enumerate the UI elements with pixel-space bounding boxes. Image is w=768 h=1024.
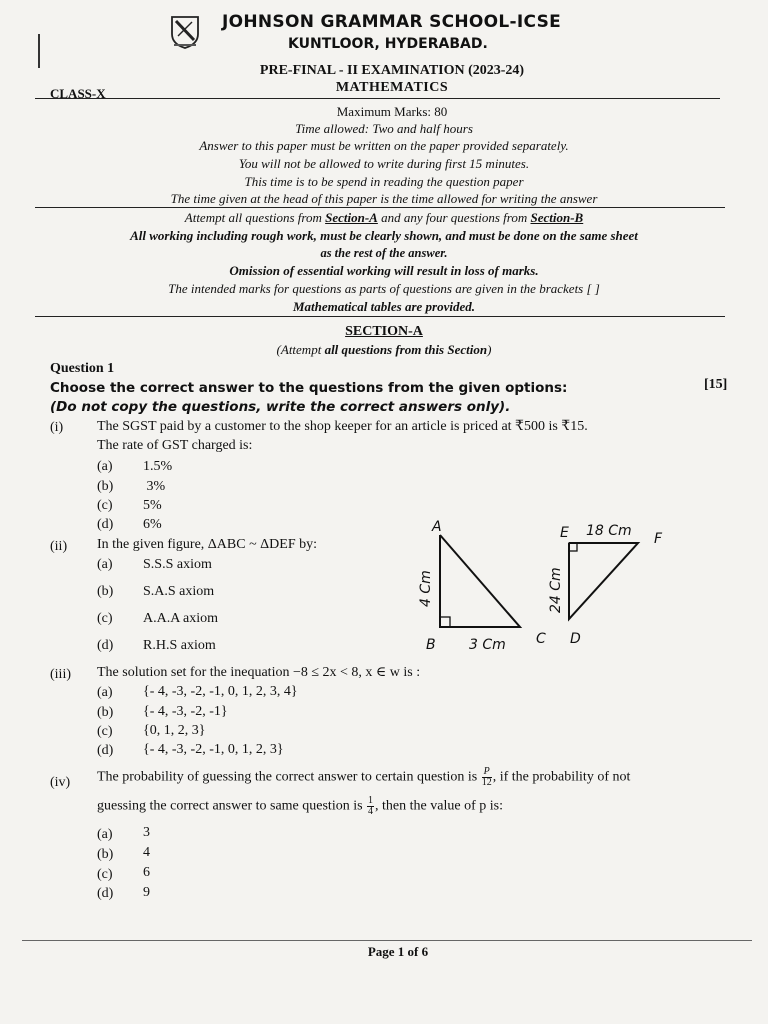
option-text: {0, 1, 2, 3} <box>143 723 206 738</box>
question-number: (iii) <box>50 667 71 682</box>
instruction-line: Answer to this paper must be written on the paper provided separately. <box>199 138 569 153</box>
instruction-line: The time given at the head of this paper is the time allowed for writing the answer <box>170 191 598 206</box>
option-label: (d) <box>97 638 114 653</box>
option-label: (c) <box>97 498 113 513</box>
vertex-c-label: C <box>536 631 546 647</box>
question-text: guessing the correct answer to same question is $\frac{1}{4}$ , then the value of p is: <box>97 795 503 817</box>
side-bc-label: 3 Cm <box>469 637 506 653</box>
side-ed-label: 24 Cm <box>548 567 564 613</box>
marks-note: The intended marks for questions as parts of questions are given in the brackets [ ] <box>168 281 600 296</box>
option-label: (d) <box>97 886 114 901</box>
vertex-b-label: B <box>426 637 436 653</box>
triangle-def <box>569 543 638 619</box>
option-text: 9 <box>143 885 150 900</box>
school-name: JOHNSON GRAMMAR SCHOOL-ICSE <box>222 12 562 32</box>
school-logo <box>168 14 202 50</box>
triangle-figure <box>410 515 680 655</box>
working-instruction: All working including rough work, must be clearly shown, and must be done on the same sheet <box>130 228 638 243</box>
option-label: (b) <box>97 584 114 599</box>
question-text: The probability of guessing the correct answer to certain question is $\frac{P}{12}$ , if the probability of not <box>97 766 631 788</box>
question-text: The solution set for the inequation −8 ≤ 2x < 8, x ∈ w is : <box>97 665 421 680</box>
question-note: (Do not copy the questions, write the correct answers only). <box>50 399 511 415</box>
option-text: A.A.A axiom <box>143 611 219 626</box>
triangle-abc <box>440 535 520 627</box>
header-rule <box>35 98 720 99</box>
option-text: 5% <box>143 498 162 513</box>
option-text: 6 <box>143 865 150 880</box>
instruction-line: This time is to be spend in reading the question paper <box>244 174 524 189</box>
question-heading: Choose the correct answer to the questions from the given options: <box>50 380 568 396</box>
page-number: Page 1 of 6 <box>367 944 429 959</box>
class-label: CLASS-X <box>50 86 106 101</box>
tables-note: Mathematical tables are provided. <box>293 299 475 314</box>
option-text: {- 4, -3, -2, -1, 0, 1, 2, 3} <box>143 742 284 757</box>
section-rule <box>35 316 725 317</box>
vertex-e-label: E <box>560 525 569 541</box>
school-location: KUNTLOOR, HYDERABAD. <box>288 36 488 52</box>
section-b-ref: Section-B <box>530 210 584 225</box>
option-text: 4 <box>143 845 150 860</box>
question-text: In the given figure, ΔABC ~ ΔDEF by: <box>97 537 318 552</box>
question-number: (i) <box>50 420 64 435</box>
option-text: S.S.S axiom <box>143 557 212 572</box>
attempt-instruction: Attempt all questions from Section-A and any four questions from Section-B <box>184 210 584 225</box>
option-text: {- 4, -3, -2, -1, 0, 1, 2, 3, 4} <box>143 684 298 699</box>
option-text: R.H.S axiom <box>143 638 216 653</box>
max-marks: Maximum Marks: 80 <box>336 104 448 119</box>
side-ef-label: 18 Cm <box>586 523 632 539</box>
option-text: 1.5% <box>143 459 173 474</box>
option-label: (a) <box>97 557 113 572</box>
option-label: (c) <box>97 724 113 739</box>
time-allowed: Time allowed: Two and half hours <box>295 121 473 136</box>
question-text: The rate of GST charged is: <box>97 438 253 453</box>
question-label: Question 1 <box>50 361 115 376</box>
option-label: (c) <box>97 867 113 882</box>
option-text: 3 <box>143 825 150 840</box>
working-instruction-2: as the rest of the answer. <box>320 246 448 260</box>
section-title: SECTION-A <box>345 324 423 339</box>
option-label: (a) <box>97 459 113 474</box>
omission-note: Omission of essential working will result in loss of marks. <box>229 263 539 278</box>
option-text: {- 4, -3, -2, -1} <box>143 704 228 719</box>
exam-title: PRE-FINAL - II EXAMINATION (2023-24) <box>259 63 525 78</box>
question-number: (iv) <box>50 775 71 790</box>
option-label: (b) <box>97 705 114 720</box>
option-label: (c) <box>97 611 113 626</box>
footer-rule <box>22 940 752 941</box>
option-text: S.A.S axiom <box>143 584 215 599</box>
subject: MATHEMATICS <box>335 80 449 95</box>
option-label: (a) <box>97 685 113 700</box>
fraction: $\frac{1}{4}$ <box>368 795 374 817</box>
option-label: (b) <box>97 847 114 862</box>
option-label: (b) <box>97 479 114 494</box>
fraction: $\frac{P}{12}$ <box>481 766 492 788</box>
option-label: (d) <box>97 517 114 532</box>
option-text: 3% <box>143 479 166 494</box>
section-subtitle: (Attempt all questions from this Section) <box>276 342 492 357</box>
option-text: 6% <box>143 517 162 532</box>
option-label: (d) <box>97 743 114 758</box>
section-a-ref: Section-A <box>325 210 378 225</box>
vertex-a-label: A <box>432 519 442 535</box>
question-text: The SGST paid by a customer to the shop keeper for an article is priced at ₹500 is ₹15. <box>97 419 588 434</box>
question-number: (ii) <box>50 539 68 554</box>
side-ab-label: 4 Cm <box>418 570 434 607</box>
instruction-line: You will not be allowed to write during first 15 minutes. <box>238 156 530 171</box>
question-marks: [15] <box>704 377 728 392</box>
option-label: (a) <box>97 827 113 842</box>
vertex-d-label: D <box>570 631 581 647</box>
instruction-rule <box>35 207 725 208</box>
vertex-f-label: F <box>654 531 663 547</box>
